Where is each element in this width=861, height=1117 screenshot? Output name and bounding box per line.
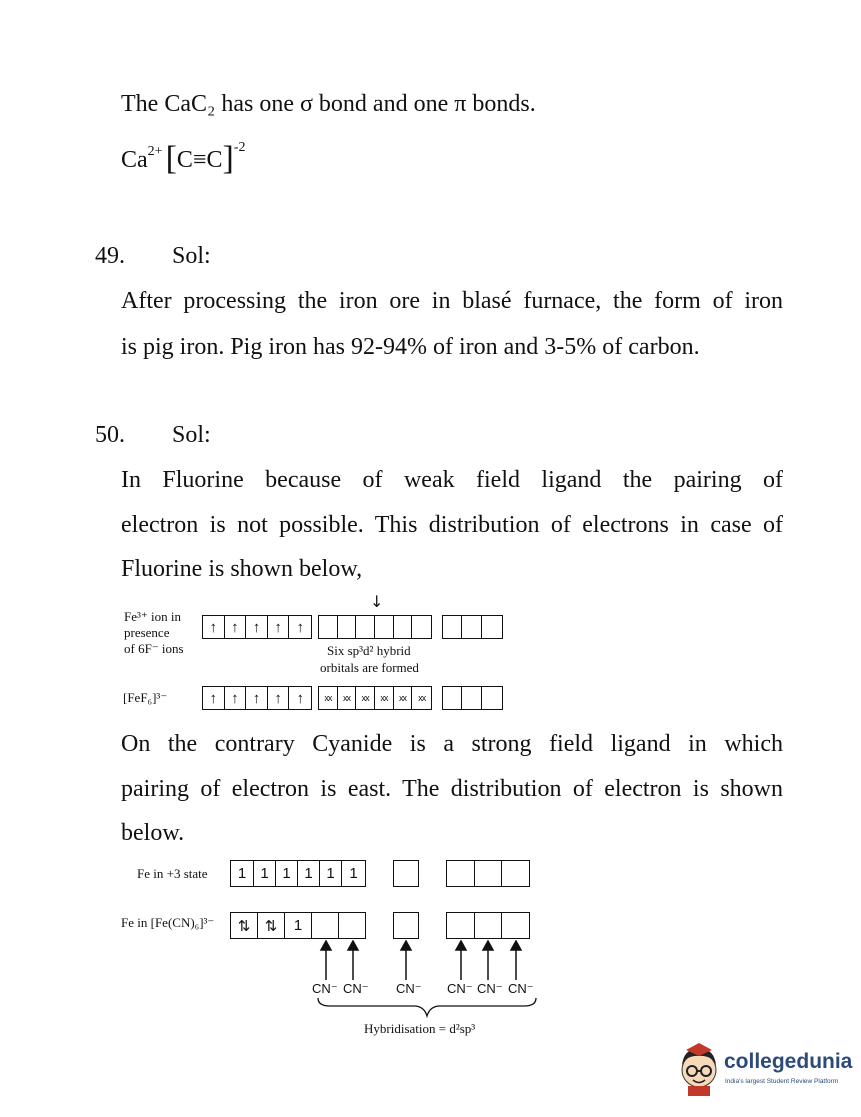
orbital-cell: 1: [298, 861, 320, 886]
fecn6-d-orbitals: [230, 912, 366, 939]
formula-charge-ca: 2+: [147, 144, 163, 159]
orbital-cell: ↑: [203, 616, 225, 638]
fe3-state-label: Fe in +3 state: [137, 866, 208, 881]
orbital-cell: [443, 616, 462, 638]
orbital-cell: [394, 861, 418, 886]
orbital-cell: ↑: [268, 616, 290, 638]
hybrid-orbital-cell: xx: [338, 687, 357, 709]
hybrid-orbital-cell: xx: [375, 687, 394, 709]
cn-ligand-label: CN⁻: [447, 981, 473, 996]
orbital-cell: [482, 616, 502, 638]
up-arrow-icon: [511, 941, 521, 950]
formula-bracket-close: ]: [222, 140, 234, 177]
ligand-arrows: [300, 940, 540, 985]
brand-name: collegedunia: [724, 1050, 853, 1073]
formula-ca: Ca: [121, 147, 148, 173]
up-arrow-icon: [348, 941, 358, 950]
orbital-cell: [394, 616, 413, 638]
question-50-sol: Sol:: [172, 422, 211, 448]
hybrid-orbital-cell: xx: [319, 687, 338, 709]
fe3-state-4p: [446, 860, 530, 887]
q49-line-1: After processing the iron ore in blasé furnace, the form of iron: [121, 288, 783, 314]
orbital-cell: ↑: [225, 687, 247, 709]
down-arrow-icon: ↓: [370, 592, 384, 611]
orbital-cell: [338, 616, 357, 638]
up-arrow-icon: [456, 941, 466, 950]
hybridisation-label: Hybridisation = d²sp³: [364, 1021, 476, 1036]
brand-tagline: India's largest Student Review Platform: [725, 1078, 839, 1085]
orbital-cell: [447, 861, 475, 886]
orbital-cell: [394, 913, 418, 938]
q49-line-2: is pig iron. Pig iron has 92-94% of iron and 3-5% of carbon.: [121, 334, 700, 360]
fecn6-4s: [393, 912, 419, 939]
fe3-d-orbitals: [202, 615, 312, 639]
q50-cyanide-line-3: below.: [121, 820, 185, 846]
orbital-cell: [443, 687, 462, 709]
mascot-icon: [676, 1040, 722, 1098]
orbital-cell: 1: [349, 865, 358, 882]
cn-ligand-label: CN⁻: [312, 981, 338, 996]
orbital-cell: [447, 913, 475, 938]
fef6-hybrid-orbitals: [318, 686, 432, 710]
orbital-cell: ↑: [246, 616, 268, 638]
up-arrow-icon: [321, 941, 331, 950]
orbital-cell: 1: [320, 861, 342, 886]
orbital-cell: [356, 616, 375, 638]
up-arrow-icon: [483, 941, 493, 950]
orbital-cell: 1: [285, 913, 312, 938]
orbital-cell: [482, 687, 502, 709]
q50-cyanide-line-2: pairing of electron is east. The distribution of electron is shown: [121, 776, 783, 802]
cn-ligand-label: CN⁻: [343, 981, 369, 996]
orbital-cell: [312, 913, 339, 938]
orbital-cell: ⇅: [231, 913, 258, 938]
cac2-statement: The CaC₂ has one σ bond and one π bonds.: [121, 91, 536, 117]
orbital-cell: ↑: [296, 689, 304, 707]
orbital-cell: ↑: [246, 687, 268, 709]
hybrid-orbital-cell: xx: [394, 687, 413, 709]
hybrid-orbital-cell: xx: [418, 693, 426, 703]
orbital-cell: ↑: [203, 687, 225, 709]
brace-icon: [316, 996, 538, 1018]
cn-ligand-label: CN⁻: [396, 981, 422, 996]
fe3-empty-4d: [442, 615, 503, 639]
hybrid-orbital-cell: xx: [356, 687, 375, 709]
orbital-cell: 1: [231, 861, 254, 886]
orbital-cell: ⇅: [258, 913, 285, 938]
orbital-cell: [339, 913, 365, 938]
fe3-ion-label-1: Fe³⁺ ion in: [124, 609, 181, 624]
collegedunia-logo: [676, 1040, 856, 1100]
fecn6-4p: [446, 912, 530, 939]
fecn6-label: Fe in [Fe(CN)₆]³⁻: [121, 915, 215, 930]
fe3-empty-4s4p: [318, 615, 432, 639]
question-49-number: 49.: [95, 243, 125, 269]
fe3-state-4s: [393, 860, 419, 887]
orbital-cell: ↑: [296, 618, 304, 636]
orbital-cell: 1: [276, 861, 298, 886]
orbital-cell: [319, 616, 338, 638]
orbital-cell: [502, 861, 529, 886]
formula-inner: C≡C: [176, 147, 223, 173]
orbital-cell: [412, 616, 431, 638]
question-50-number: 50.: [95, 422, 125, 448]
fe3-ion-label-2: presence: [124, 625, 170, 640]
cn-ligand-label: CN⁻: [508, 981, 534, 996]
formula-charge-c: -2: [233, 140, 246, 155]
orbital-cell: [475, 861, 502, 886]
orbital-cell: ↑: [268, 687, 290, 709]
fe3-ion-label-3: of 6F⁻ ions: [124, 641, 184, 656]
hybrid-caption-1: Six sp³d² hybrid: [327, 643, 411, 658]
q50-fluorine-line-3: Fluorine is shown below,: [121, 556, 363, 582]
q50-fluorine-line-2: electron is not possible. This distribution of electrons in case of: [121, 512, 783, 538]
hybrid-caption-2: orbitals are formed: [320, 660, 419, 675]
orbital-cell: [462, 616, 481, 638]
cac2-formula: [121, 138, 245, 176]
cn-ligand-label: CN⁻: [477, 981, 503, 996]
up-arrow-icon: [401, 941, 411, 950]
fe3-state-d-orbitals: [230, 860, 366, 887]
orbital-cell: [462, 687, 481, 709]
fef6-d-orbitals: [202, 686, 312, 710]
fef6-label: [FeF₆]³⁻: [123, 690, 168, 705]
q50-cyanide-line-1: On the contrary Cyanide is a strong field ligand in which: [121, 731, 783, 757]
orbital-cell: [375, 616, 394, 638]
orbital-cell: ↑: [225, 616, 247, 638]
formula-bracket-open: [: [165, 140, 177, 177]
orbital-cell: [475, 913, 502, 938]
orbital-cell: 1: [254, 861, 276, 886]
question-49-sol: Sol:: [172, 243, 211, 269]
q50-fluorine-line-1: In Fluorine because of weak field ligand the pairing of: [121, 467, 783, 493]
fef6-empty-4d: [442, 686, 503, 710]
orbital-cell: [502, 913, 529, 938]
